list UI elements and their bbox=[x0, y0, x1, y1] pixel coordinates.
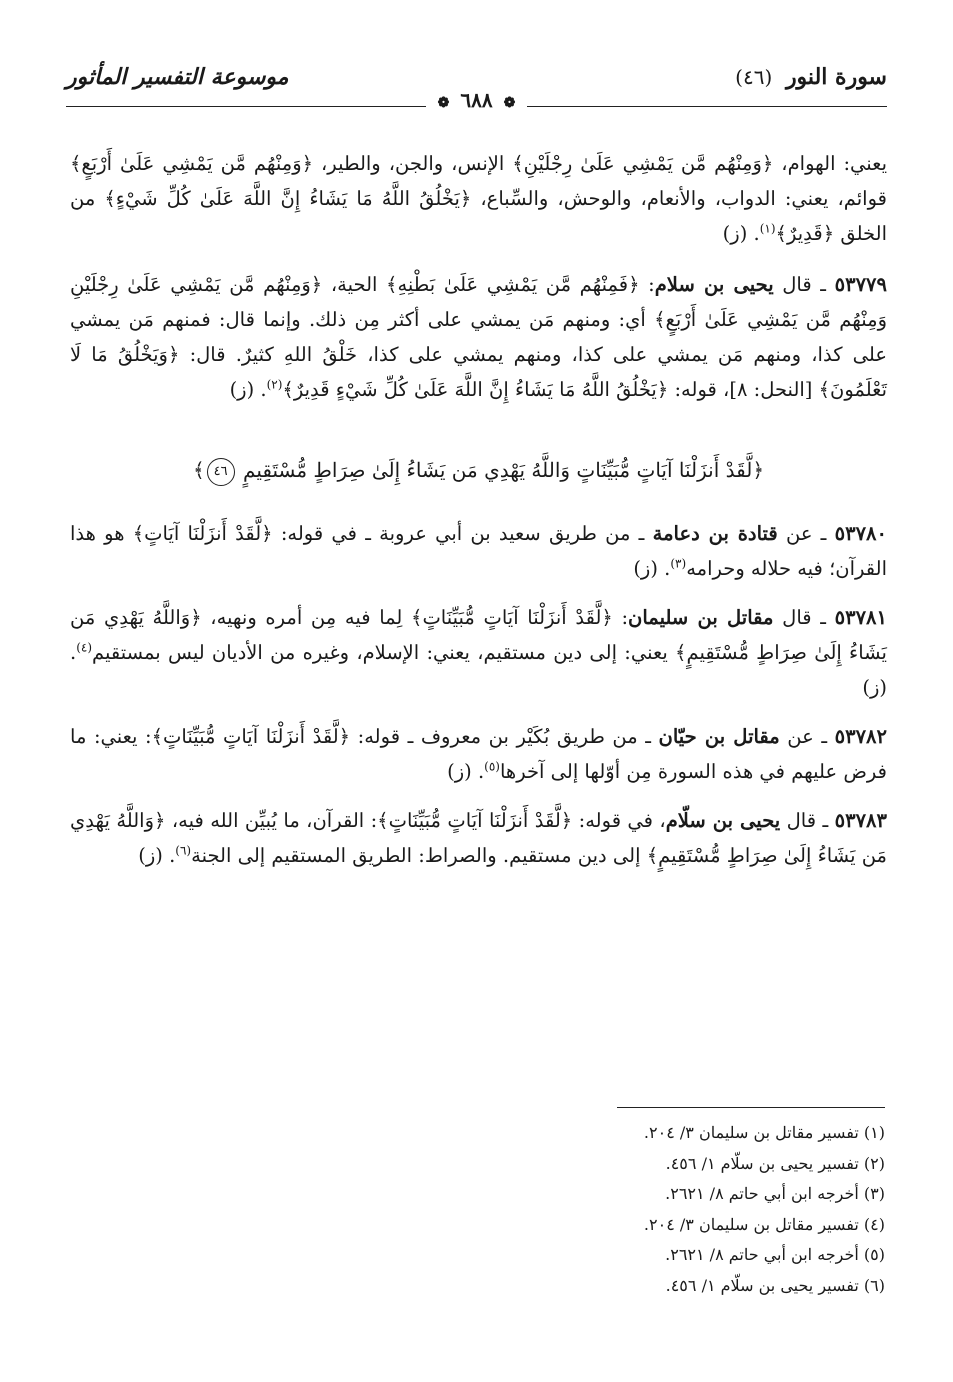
narration-lead: ـ قال bbox=[773, 273, 835, 296]
narration-paragraph bbox=[70, 600, 887, 705]
footnote-divider bbox=[617, 1107, 885, 1108]
footnote-ref: (٤) bbox=[76, 640, 93, 655]
narration-lead: ـ عن bbox=[779, 725, 835, 748]
narrator-name: قتادة بن دعامة bbox=[652, 522, 778, 545]
paragraph-text: : ﴿لَّقَدْ أَنزَلْنَا آيَاتٍ مُّبَيِّنَاتٍ﴾ لِما فيه مِن أمره ونهيه، ﴿وَاللَّهُ يَهْدِي مَن يَشَاءُ إِلَىٰ صِرَاطٍ مُّسْتَقِيمٍ﴾ يعني: إلى دين مستقيم، يعني: الإسلام، وغيره من الأديان ليس بمستقيم bbox=[70, 606, 887, 664]
verse-text: ﴿لَّقَدْ أَنزَلْنَا آيَاتٍ مُّبَيِّنَاتٍ وَاللَّهُ يَهْدِي مَن يَشَاءُ إِلَىٰ صِرَاطٍ مُّسْتَقِيمٍ bbox=[243, 458, 765, 482]
footnote: (٥) أخرجه ابن أبي حاتم ٨/ ٢٦٢١. bbox=[665, 1245, 885, 1264]
paragraph-tail: . (ز) bbox=[229, 378, 267, 401]
verse-number-badge: ٤٦ bbox=[207, 458, 235, 486]
footnote: (١) تفسير مقاتل بن سليمان ٣/ ٢٠٤. bbox=[643, 1123, 885, 1142]
footnote-ref: (٢) bbox=[266, 377, 283, 392]
footnote: (٦) تفسير يحيى بن سلّام ١/ ٤٥٦. bbox=[665, 1275, 885, 1295]
page-number-block bbox=[0, 88, 953, 112]
narration-paragraph bbox=[70, 516, 887, 586]
narration-number: ٥٣٧٨٣ bbox=[834, 809, 887, 832]
narration-lead: ـ قال bbox=[780, 809, 835, 832]
footnote-ref: (٥) bbox=[484, 759, 500, 774]
footnotes bbox=[644, 1118, 885, 1301]
narrator-name: مقاتل بن سليمان bbox=[628, 606, 774, 629]
footnote: (٢) تفسير يحيى بن سلّام ١/ ٤٥٦. bbox=[665, 1153, 885, 1173]
ornament-icon: ❁ bbox=[503, 95, 516, 111]
footnote-ref: (٣) bbox=[670, 556, 687, 571]
paragraph-tail: . (ز) bbox=[70, 641, 887, 699]
verse-close: ﴾ bbox=[192, 458, 205, 482]
page-number: ٦٨٨ bbox=[460, 88, 493, 112]
narration-lead: ـ عن bbox=[777, 522, 835, 545]
narrator-name: مقاتل بن حيّان bbox=[658, 725, 780, 748]
paragraph-text: : ﴿فَمِنْهُم مَّن يَمْشِي عَلَىٰ بَطْنِهِ﴾ الحية، ﴿وَمِنْهُم مَّن يَمْشِي عَلَىٰ رِجْلَيْنِ وَمِنْهُم مَّن يَمْشِي عَلَىٰ أَرْبَعٍ﴾ أي: ومنهم مَن يمشي على أكثر مِن ذلك. وإنما قال: فمنهم مَن يمشي على كذا، ومنهم مَن يمشي على كذا، ومنهم يمشي على كذا، خَلْقُ اللهِ كثيرٌ. قال: ﴿وَيَخْلُقُ مَا لَا تَعْلَمُونَ﴾ [النحل: ٨]، قوله: ﴿يَخْلُقُ اللَّهُ مَا يَشَاءُ إِنَّ اللَّهَ عَلَىٰ كُلِّ شَيْءٍ قَدِيرٌ﴾ bbox=[70, 273, 887, 401]
narration-lead: ـ قال bbox=[773, 606, 835, 629]
narrator-name: يحيى بن سلام bbox=[654, 273, 774, 296]
main-text bbox=[70, 146, 887, 887]
footnote: (٤) تفسير مقاتل بن سليمان ٣/ ٢٠٤. bbox=[643, 1214, 885, 1234]
narration-number: ٥٣٧٨٠ bbox=[834, 522, 887, 545]
quran-verse bbox=[70, 453, 887, 488]
footnote-ref: (١) bbox=[759, 221, 776, 236]
paragraph-text: ، في قوله: ﴿لَّقَدْ أَنزَلْنَا آيَاتٍ مُّبَيِّنَاتٍ﴾: القرآن، ما يُبيِّن الله فيه، ﴿وَاللَّهُ يَهْدِي مَن يَشَاءُ إِلَىٰ صِرَاطٍ مُّسْتَقِيمٍ﴾ إلى دين مستقيم. والصراط: الطريق المستقيم إلى الجنة bbox=[70, 809, 887, 867]
paragraph-tail: . (ز) bbox=[633, 557, 671, 580]
narration-paragraph bbox=[70, 719, 887, 789]
footnote-ref: (٦) bbox=[175, 843, 192, 858]
surah-number: (٤٦) bbox=[735, 65, 773, 89]
narration-paragraph bbox=[70, 267, 887, 407]
narration-paragraph bbox=[70, 803, 887, 873]
book-title: موسوعة التفسير المأثور bbox=[66, 64, 289, 90]
narrator-name: يحيى بن سلّام bbox=[665, 809, 781, 832]
ornament-icon: ❁ bbox=[437, 95, 450, 111]
paragraph-tail: . (ز) bbox=[722, 222, 760, 245]
paragraph-tail: . (ز) bbox=[447, 760, 485, 783]
paragraph bbox=[70, 146, 887, 251]
surah-title: سورة النور bbox=[785, 64, 887, 90]
paragraph-tail: . (ز) bbox=[138, 844, 176, 867]
narration-number: ٥٣٧٧٩ bbox=[834, 273, 887, 296]
paragraph-text: ـ من طريق بُكَيْر بن معروف ـ قوله: ﴿لَّقَدْ أَنزَلْنَا آيَاتٍ مُّبَيِّنَاتٍ﴾: يعني: ما فرض عليهم في هذه السورة مِن أوّلها إلى آخرها bbox=[70, 725, 887, 783]
narration-number: ٥٣٧٨١ bbox=[834, 606, 887, 629]
surah-header bbox=[735, 64, 887, 90]
footnote: (٣) أخرجه ابن أبي حاتم ٨/ ٢٦٢١. bbox=[665, 1184, 885, 1203]
narration-number: ٥٣٧٨٢ bbox=[834, 725, 887, 748]
paragraph-text: يعني: الهوام، ﴿وَمِنْهُم مَّن يَمْشِي عَلَىٰ رِجْلَيْنِ﴾ الإنس، والجن، والطير، ﴿وَمِنْهُم مَّن يَمْشِي عَلَىٰ أَرْبَعٍ﴾ قوائم، يعني: الدواب، والأنعام، والوحش، والسِّباع، ﴿يَخْلُقُ اللَّهُ مَا يَشَاءُ إِنَّ اللَّهَ عَلَىٰ كُلِّ شَيْءٍ﴾ من الخلق ﴿قَدِيرٌ﴾ bbox=[70, 152, 887, 245]
paragraph-text: ـ من طريق سعيد بن أبي عروبة ـ في قوله: ﴿لَّقَدْ أَنزَلْنَا آيَاتٍ﴾ هو هذا القرآن؛ فيه حلاله وحرامه bbox=[70, 522, 887, 580]
